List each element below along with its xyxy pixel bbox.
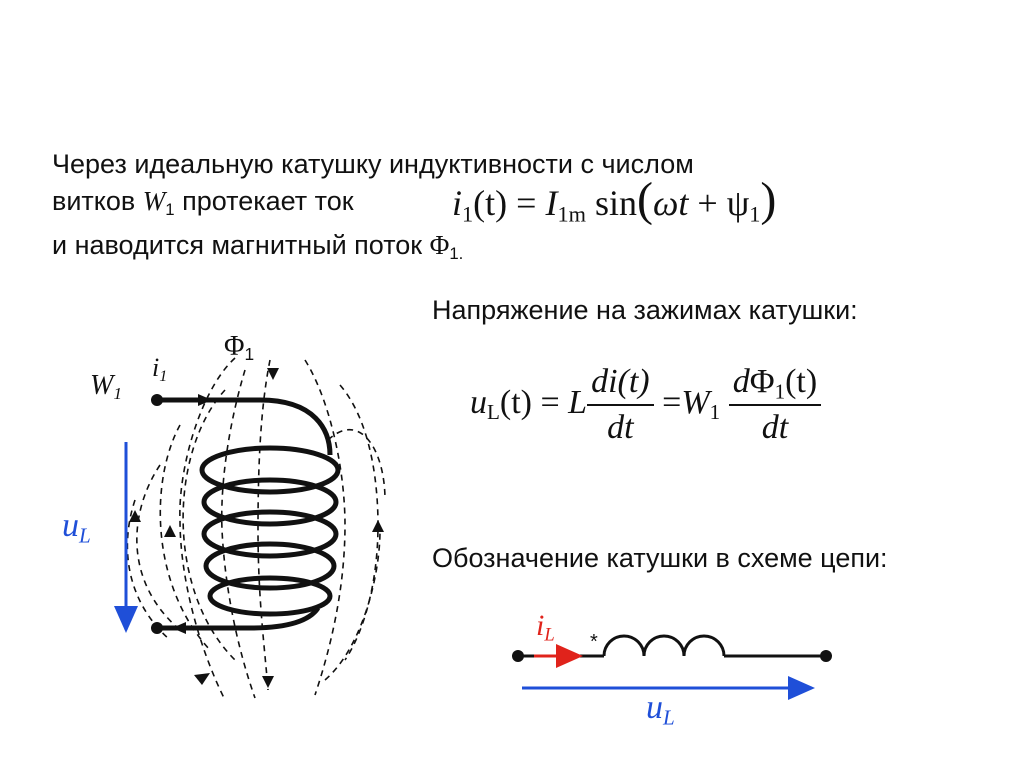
intro-line-1: Через идеальную катушку индуктивности с числом [52, 149, 694, 179]
fraction-di-dt: $\frac{di(t)}{dt}$ [587, 362, 654, 448]
flux-arrows [129, 368, 384, 688]
coil-phi-label: $\Phi_1$ [224, 331, 255, 365]
symbol-heading: Обозначение катушки в схеме цепи: [432, 543, 888, 573]
terminal-left [512, 650, 524, 662]
voltage-heading: Напряжение на зажимах катушки: [432, 295, 858, 325]
top-terminal [151, 394, 163, 406]
coil-figure [60, 330, 480, 750]
current-arrow-bottom [172, 622, 186, 634]
coil-u-label: $u_L$ [62, 507, 91, 548]
schematic-i-label: $i_L$ [536, 609, 555, 646]
coil-w-label: $W_1$ [90, 370, 123, 404]
current-formula: $i_1(t) = I_{1m}$ $\sin(\omega t + \psi_1)$ [452, 173, 777, 227]
schematic-u-label: $u_L$ [646, 689, 675, 730]
w-symbol: W [142, 186, 166, 216]
schematic-star: * [590, 631, 598, 653]
fraction-dphi-dt: $\frac{d\Phi_1(t)}{dt}$ [729, 362, 822, 448]
intro-line-3: и наводится магнитный поток $\Phi_{1.}$ [52, 230, 464, 264]
inductor-coil [604, 636, 724, 656]
bottom-terminal [151, 622, 163, 634]
terminal-right [820, 650, 832, 662]
coil-windings [160, 400, 338, 628]
flux-lines [127, 358, 385, 700]
coil-i-label: $i_1$ [152, 353, 168, 385]
voltage-formula: $u_L(t) = L$ $\frac{di(t)}{dt}$ $=W_1$ $\frac{d\Phi_1(t)}{dt}$ [470, 362, 821, 448]
intro-line-2: витков $W_1$ протекает ток [52, 186, 354, 220]
